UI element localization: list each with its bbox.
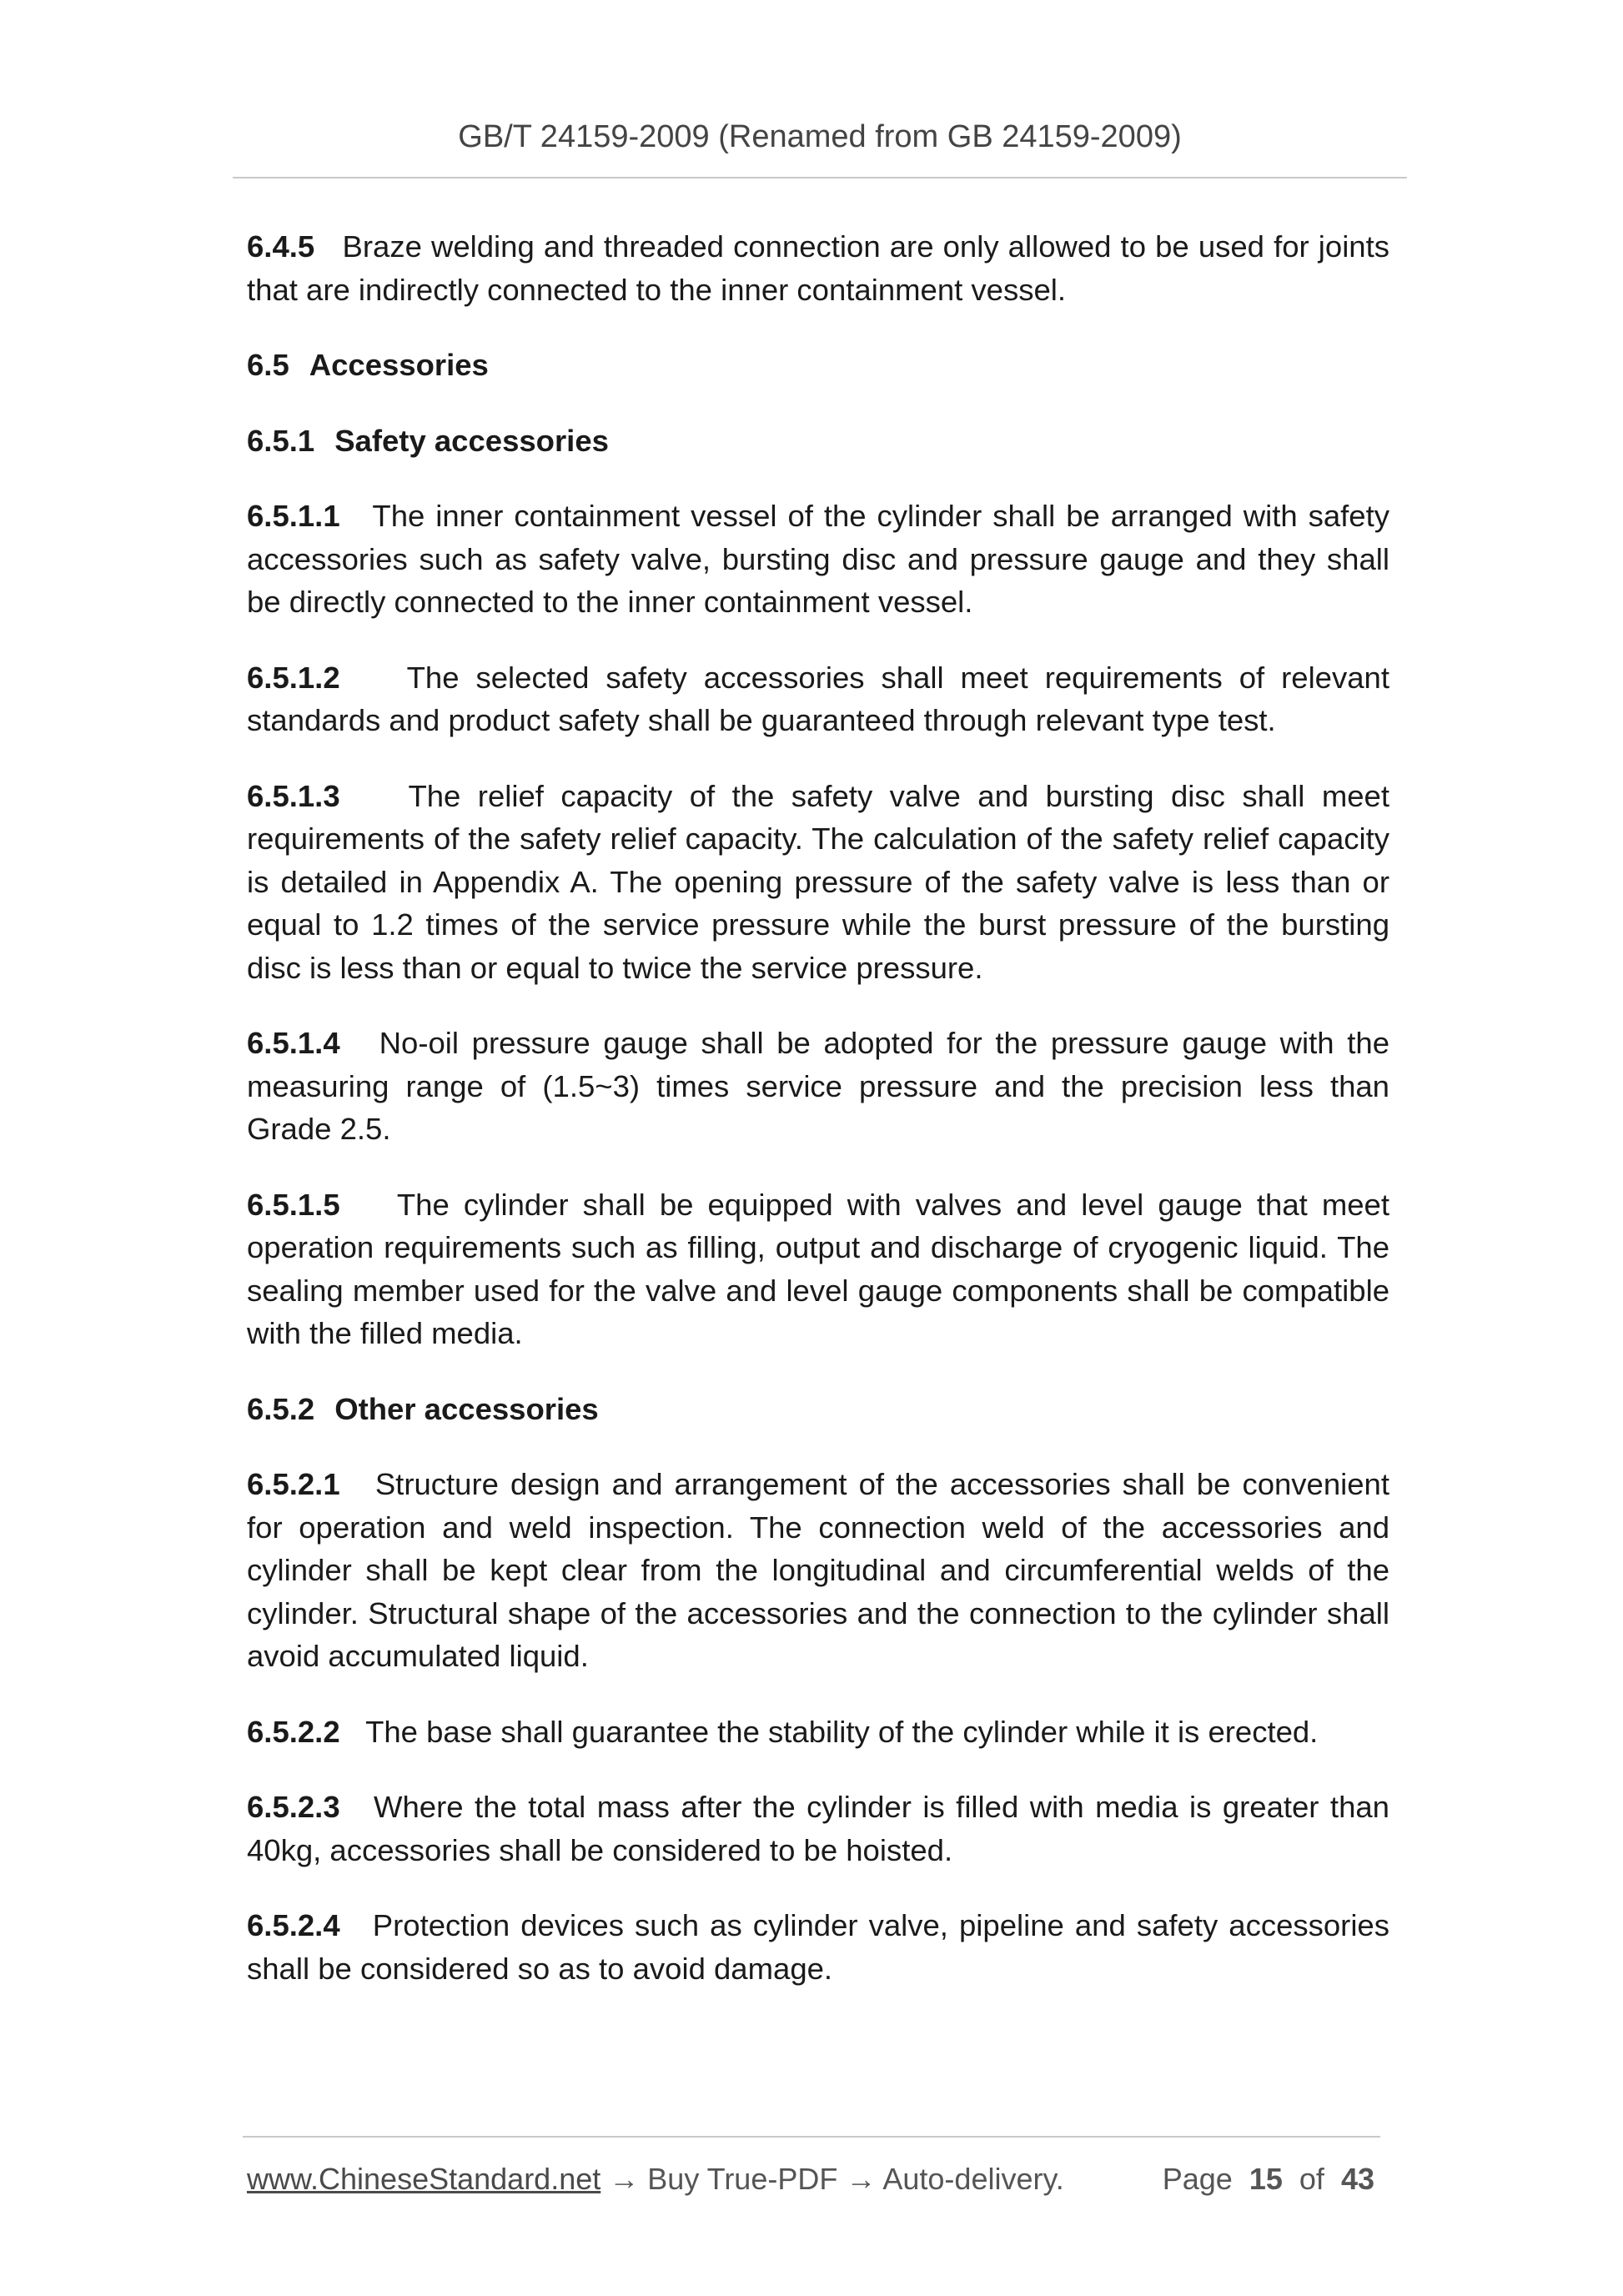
footer-step-delivery: Auto-delivery. xyxy=(882,2162,1064,2196)
page-label: Page xyxy=(1162,2162,1233,2196)
clause-text: Where the total mass after the cylinder is filled with media is greater than 40kg, accessories shall be considered to be hoisted. xyxy=(247,1790,1389,1867)
heading-number: 6.5 xyxy=(247,348,289,382)
footer-divider xyxy=(243,2136,1380,2138)
clause-number: 6.5.2.4 xyxy=(247,1908,340,1942)
heading-title: Accessories xyxy=(309,348,489,382)
clause-text: Braze welding and threaded connection are only allowed to be used for joints that are indirectly connected to the inner containment vessel. xyxy=(247,229,1389,307)
clause-number: 6.4.5 xyxy=(247,229,315,264)
clause-text: Structure design and arrangement of the accessories shall be convenient for operation and weld inspection. The connection weld of the accessories and cylinder shall be kept clear from the longitudinal and circumferential welds of the cylinder. Structural shape of the accessories and the connection to the cylinder shall avoid accumulated liquid. xyxy=(247,1467,1389,1673)
heading-title: Other accessories xyxy=(334,1391,599,1426)
clause-6-5-1-3 xyxy=(247,775,1389,990)
clause-number: 6.5.2.1 xyxy=(247,1467,340,1501)
clause-6-5-1-2 xyxy=(247,656,1389,742)
section-heading-6-5-2 xyxy=(247,1388,1389,1431)
clause-number: 6.5.1.3 xyxy=(247,778,340,813)
clause-number: 6.5.1.2 xyxy=(247,660,340,695)
arrow-right-icon: → xyxy=(609,2162,640,2196)
section-heading-6-5 xyxy=(247,344,1389,387)
page-footer xyxy=(247,2158,1381,2200)
heading-title: Safety accessories xyxy=(334,423,609,458)
clause-6-5-2-2 xyxy=(247,1711,1389,1754)
clause-number: 6.5.1.5 xyxy=(247,1187,340,1222)
clause-6-5-2-3 xyxy=(247,1786,1389,1871)
clause-6-4-5 xyxy=(247,225,1389,311)
clause-number: 6.5.1.1 xyxy=(247,499,340,533)
clause-text: The relief capacity of the safety valve and bursting disc shall meet requirements of the safety relief capacity. The calculation of the safety relief capacity is detailed in Appendix A. The opening pressure of the safety valve is less than or equal to 1.2 times of the service pressure while the burst pressure of the bursting disc is less than or equal to twice the service pressure. xyxy=(247,778,1389,985)
clause-text: No-oil pressure gauge shall be adopted for the pressure gauge with the measuring range of (1.5~3) times service pressure and the precision less than Grade 2.5. xyxy=(247,1026,1389,1146)
clause-text: The base shall guarantee the stability of the cylinder while it is erected. xyxy=(365,1714,1319,1749)
footer-step-buy: Buy True-PDF xyxy=(647,2162,838,2196)
clause-6-5-2-1 xyxy=(247,1463,1389,1678)
website-link[interactable]: www.ChineseStandard.net xyxy=(247,2162,601,2196)
page-header-title: GB/T 24159-2009 (Renamed from GB 24159-2009) xyxy=(458,119,1182,154)
heading-number: 6.5.2 xyxy=(247,1391,315,1426)
clause-6-5-1-5 xyxy=(247,1183,1389,1355)
section-heading-6-5-1 xyxy=(247,420,1389,463)
clause-text: The selected safety accessories shall meet requirements of relevant standards and product safety shall be guaranteed through relevant type test. xyxy=(247,660,1389,737)
clause-text: The inner containment vessel of the cylinder shall be arranged with safety accessories such as safety valve, bursting disc and pressure gauge and they shall be directly connected to the inner containment vessel. xyxy=(247,499,1389,619)
arrow-right-icon: → xyxy=(846,2162,877,2196)
clause-6-5-1-4 xyxy=(247,1022,1389,1151)
clause-number: 6.5.2.2 xyxy=(247,1714,340,1749)
clause-6-5-2-4 xyxy=(247,1904,1389,1990)
clause-text: Protection devices such as cylinder valve, pipeline and safety accessories shall be considered so as to avoid damage. xyxy=(247,1908,1389,1986)
of-label: of xyxy=(1299,2162,1324,2196)
heading-number: 6.5.1 xyxy=(247,423,315,458)
document-body xyxy=(247,225,1389,2022)
total-pages: 43 xyxy=(1340,2162,1374,2196)
clause-text: The cylinder shall be equipped with valves and level gauge that meet operation requirements such as filling, output and discharge of cryogenic liquid. The sealing member used for the valve and level gauge components shall be compatible with the filled media. xyxy=(247,1187,1389,1350)
clause-number: 6.5.2.3 xyxy=(247,1790,340,1824)
clause-6-5-1-1 xyxy=(247,495,1389,624)
clause-number: 6.5.1.4 xyxy=(247,1026,340,1060)
page-indicator xyxy=(1163,2158,1374,2200)
page-number: 15 xyxy=(1249,2162,1283,2196)
header-divider xyxy=(233,177,1407,178)
